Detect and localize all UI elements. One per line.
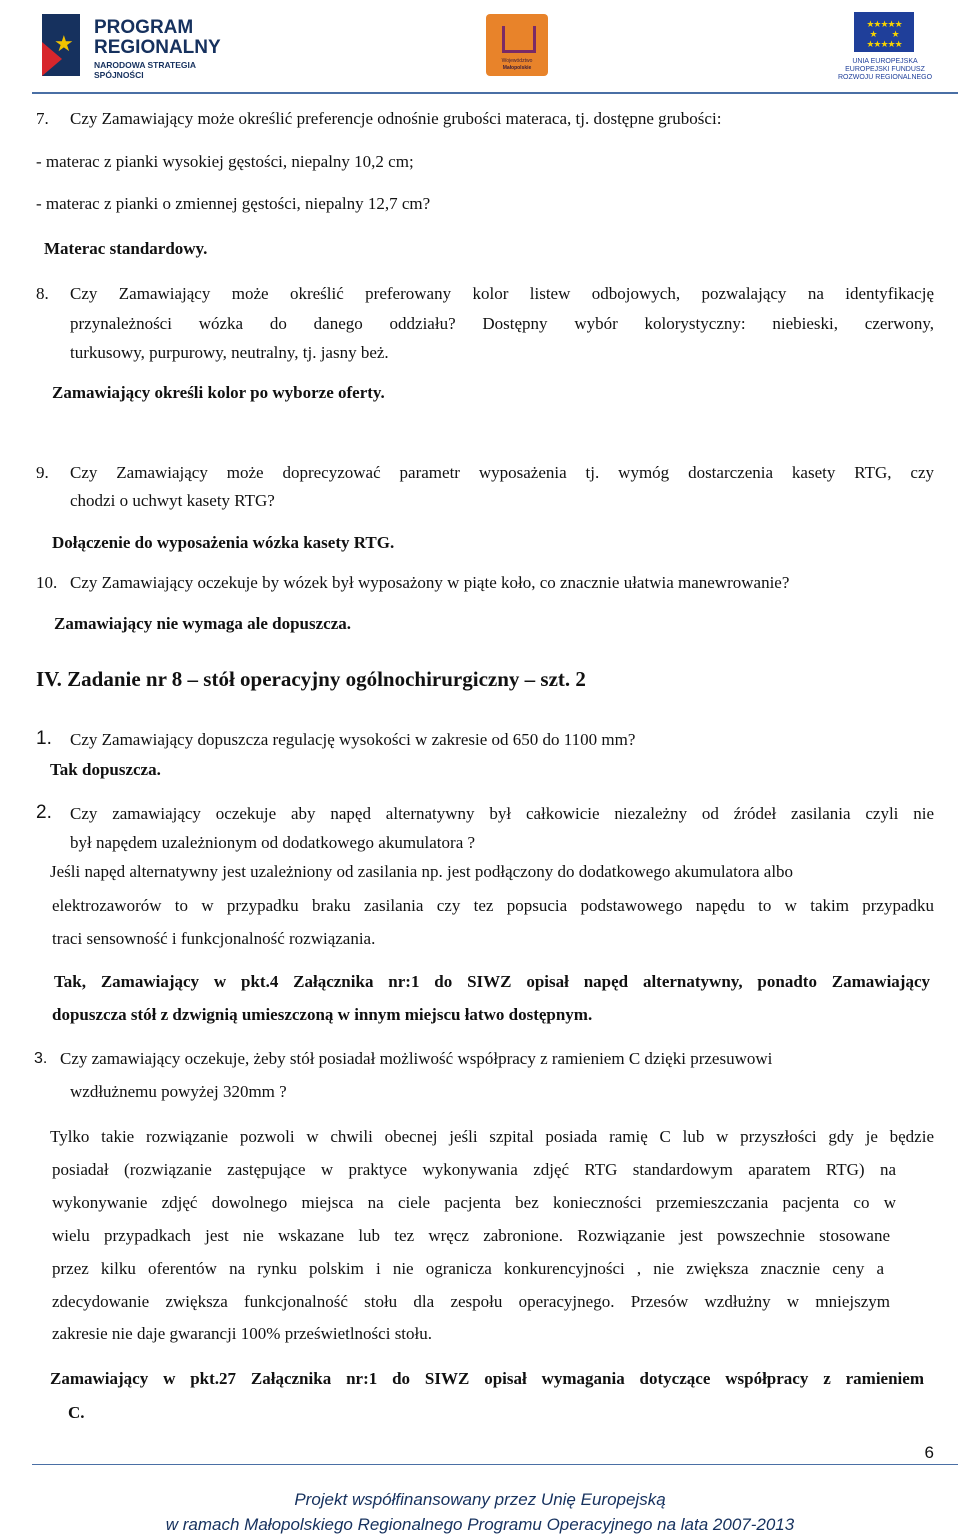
s2-line1: Czy zamawiający oczekuje aby napęd alternatywny był całkowicie niezależny od źródeł zasilania czyli nie	[70, 804, 934, 823]
footer-line2: w ramach Małopolskiego Regionalnego Programu Operacyjnego na lata 2007-2013	[165, 1515, 795, 1534]
footer-line1: Projekt współfinansowany przez Unię Europejską	[294, 1490, 666, 1509]
s3-paragraph-line4: wielu przypadkach jest nie wskazane lub tez wręcz zabronione. Rozwiązanie jest powszechnie stosowane	[52, 1226, 890, 1245]
program-regionalny-logo	[42, 14, 242, 80]
q10-number: 10.	[36, 573, 58, 592]
s3-paragraph-line1: Tylko takie rozwiązanie pozwoli w chwili obecnej jeśli szpital posiada ramię C lub w przyszłości gdy je będzie	[50, 1127, 934, 1146]
region-emblem-icon	[502, 26, 536, 53]
s2-number: 2.	[36, 802, 52, 823]
q7-number: 7.	[36, 109, 49, 128]
q7-line2: - materac z pianki wysokiej gęstości, niepalny 10,2 cm;	[36, 152, 414, 171]
s2-paragraph-line2: elektrozaworów to w przypadku braku zasilania czy tez popsucia podstawowego napędu to w takim przypadku	[52, 896, 934, 915]
s3-line1: Czy zamawiający oczekuje, żeby stół posiadał możliwość współpracy z ramieniem C dzięki przesuwowi	[60, 1049, 773, 1068]
s3-paragraph-line2: posiadał (rozwiązanie zastępujące w praktyce wykonywania zdjęć RTG standardowym aparatem RTG) na	[52, 1160, 896, 1179]
eu-stars-icon: ★★★★★ ★ ★ ★★★★★	[866, 20, 902, 50]
q9-answer: Dołączenie do wyposażenia wózka kasety RTG.	[52, 533, 395, 552]
s3-paragraph-line5: przez kilku oferentów na rynku polskim i nie ogranicza konkurencyjności , nie zwiększa znacznie ceny a	[52, 1259, 884, 1278]
q7-answer: Materac standardowy.	[44, 239, 208, 258]
eu-logo	[832, 12, 938, 84]
footer-divider	[32, 1464, 958, 1465]
region-logo-line1: Województwo	[501, 58, 533, 64]
s3-number: 3.	[34, 1050, 48, 1067]
q7-line3: - materac z pianki o zmiennej gęstości, niepalny 12,7 cm?	[36, 194, 431, 213]
s2-paragraph-line3: traci sensowność i funkcjonalność rozwiązania.	[52, 929, 376, 948]
q9-number: 9.	[36, 463, 49, 482]
q10-answer: Zamawiający nie wymaga ale dopuszcza.	[54, 614, 352, 633]
q8-line2: przynależności wózka do danego oddziału? Dostępny wybór kolorystyczny: niebieski, czerwony,	[70, 314, 934, 333]
q8-line1: Czy Zamawiający może określić preferowany kolor listew odbojowych, pozwalający na identyfikację	[70, 284, 934, 303]
region-logo-line2: Małopolskie	[502, 65, 532, 71]
q9-line1: Czy Zamawiający może doprecyzować parametr wyposażenia tj. wymóg dostarczenia kasety RTG, czy	[70, 463, 934, 482]
q8-answer: Zamawiający określi kolor po wyborze oferty.	[52, 383, 385, 402]
section-heading: IV. Zadanie nr 8 – stół operacyjny ogólnochirurgiczny – szt. 2	[36, 667, 586, 691]
logo-text: PROGRAM REGIONALNY	[94, 17, 221, 58]
q10-line1: Czy Zamawiający oczekuje by wózek był wyposażony w piąte koło, co znacznie ułatwia manewrowanie?	[70, 573, 790, 592]
eu-logo-line3: ROZWOJU REGIONALNEGO	[837, 74, 933, 81]
eu-logo-line2: EUROPEJSKI FUNDUSZ	[845, 66, 925, 73]
s3-paragraph-line7: zakresie nie daje gwarancji 100% prześwietlności stołu.	[52, 1324, 433, 1343]
eu-logo-line1: UNIA EUROPEJSKA	[852, 58, 918, 65]
q8-number: 8.	[36, 284, 49, 303]
malopolska-logo	[486, 14, 548, 76]
s3-paragraph-line6: zdecydowanie zwiększa funkcjonalność stołu dla zespołu operacyjnego. Przesów wzdłużny w mniejszym	[52, 1292, 890, 1311]
s1-line1: Czy Zamawiający dopuszcza regulację wysokości w zakresie od 650 do 1100 mm?	[70, 730, 636, 749]
s2-line2: był napędem uzależnionym od dodatkowego akumulatora ?	[70, 833, 476, 852]
s3-line2: wzdłużnemu powyżej 320mm ?	[70, 1082, 287, 1101]
q7-line1: Czy Zamawiający może określić preferencje odnośnie grubości materaca, tj. dostępne grubości:	[70, 109, 722, 128]
page-number: 6	[924, 1443, 934, 1462]
s2-answer-line1: Tak, Zamawiający w pkt.4 Załącznika nr:1 do SIWZ opisał napęd alternatywny, ponadto Zamawiający	[54, 972, 930, 991]
star-icon: ★	[54, 32, 74, 57]
s1-number: 1.	[36, 728, 52, 749]
q9-line2: chodzi o uchwyt kasety RTG?	[70, 491, 275, 510]
q8-line3: turkusowy, purpurowy, neutralny, tj. jasny beż.	[70, 343, 389, 362]
s2-paragraph-line1: Jeśli napęd alternatywny jest uzależniony od zasilania np. jest podłączony do dodatkowego akumulatora albo	[50, 862, 794, 881]
s1-answer: Tak dopuszcza.	[50, 760, 161, 779]
s2-answer-line2: dopuszcza stół z dzwignią umieszczoną w innym miejscu łatwo dostępnym.	[52, 1005, 593, 1024]
logo-tagline: NARODOWA STRATEGIA SPÓJNOŚCI	[94, 60, 196, 80]
s3-paragraph-line3: wykonywanie zdjęć dowolnego miejsca na ciele pacjenta bez konieczności przemieszczania pacjenta co w	[52, 1193, 896, 1212]
s3-answer-line1: Zamawiający w pkt.27 Załącznika nr:1 do SIWZ opisał wymagania dotyczące współpracy z ramieniem	[50, 1369, 924, 1388]
header-divider	[32, 92, 958, 94]
s3-answer-line2: C.	[68, 1403, 85, 1422]
